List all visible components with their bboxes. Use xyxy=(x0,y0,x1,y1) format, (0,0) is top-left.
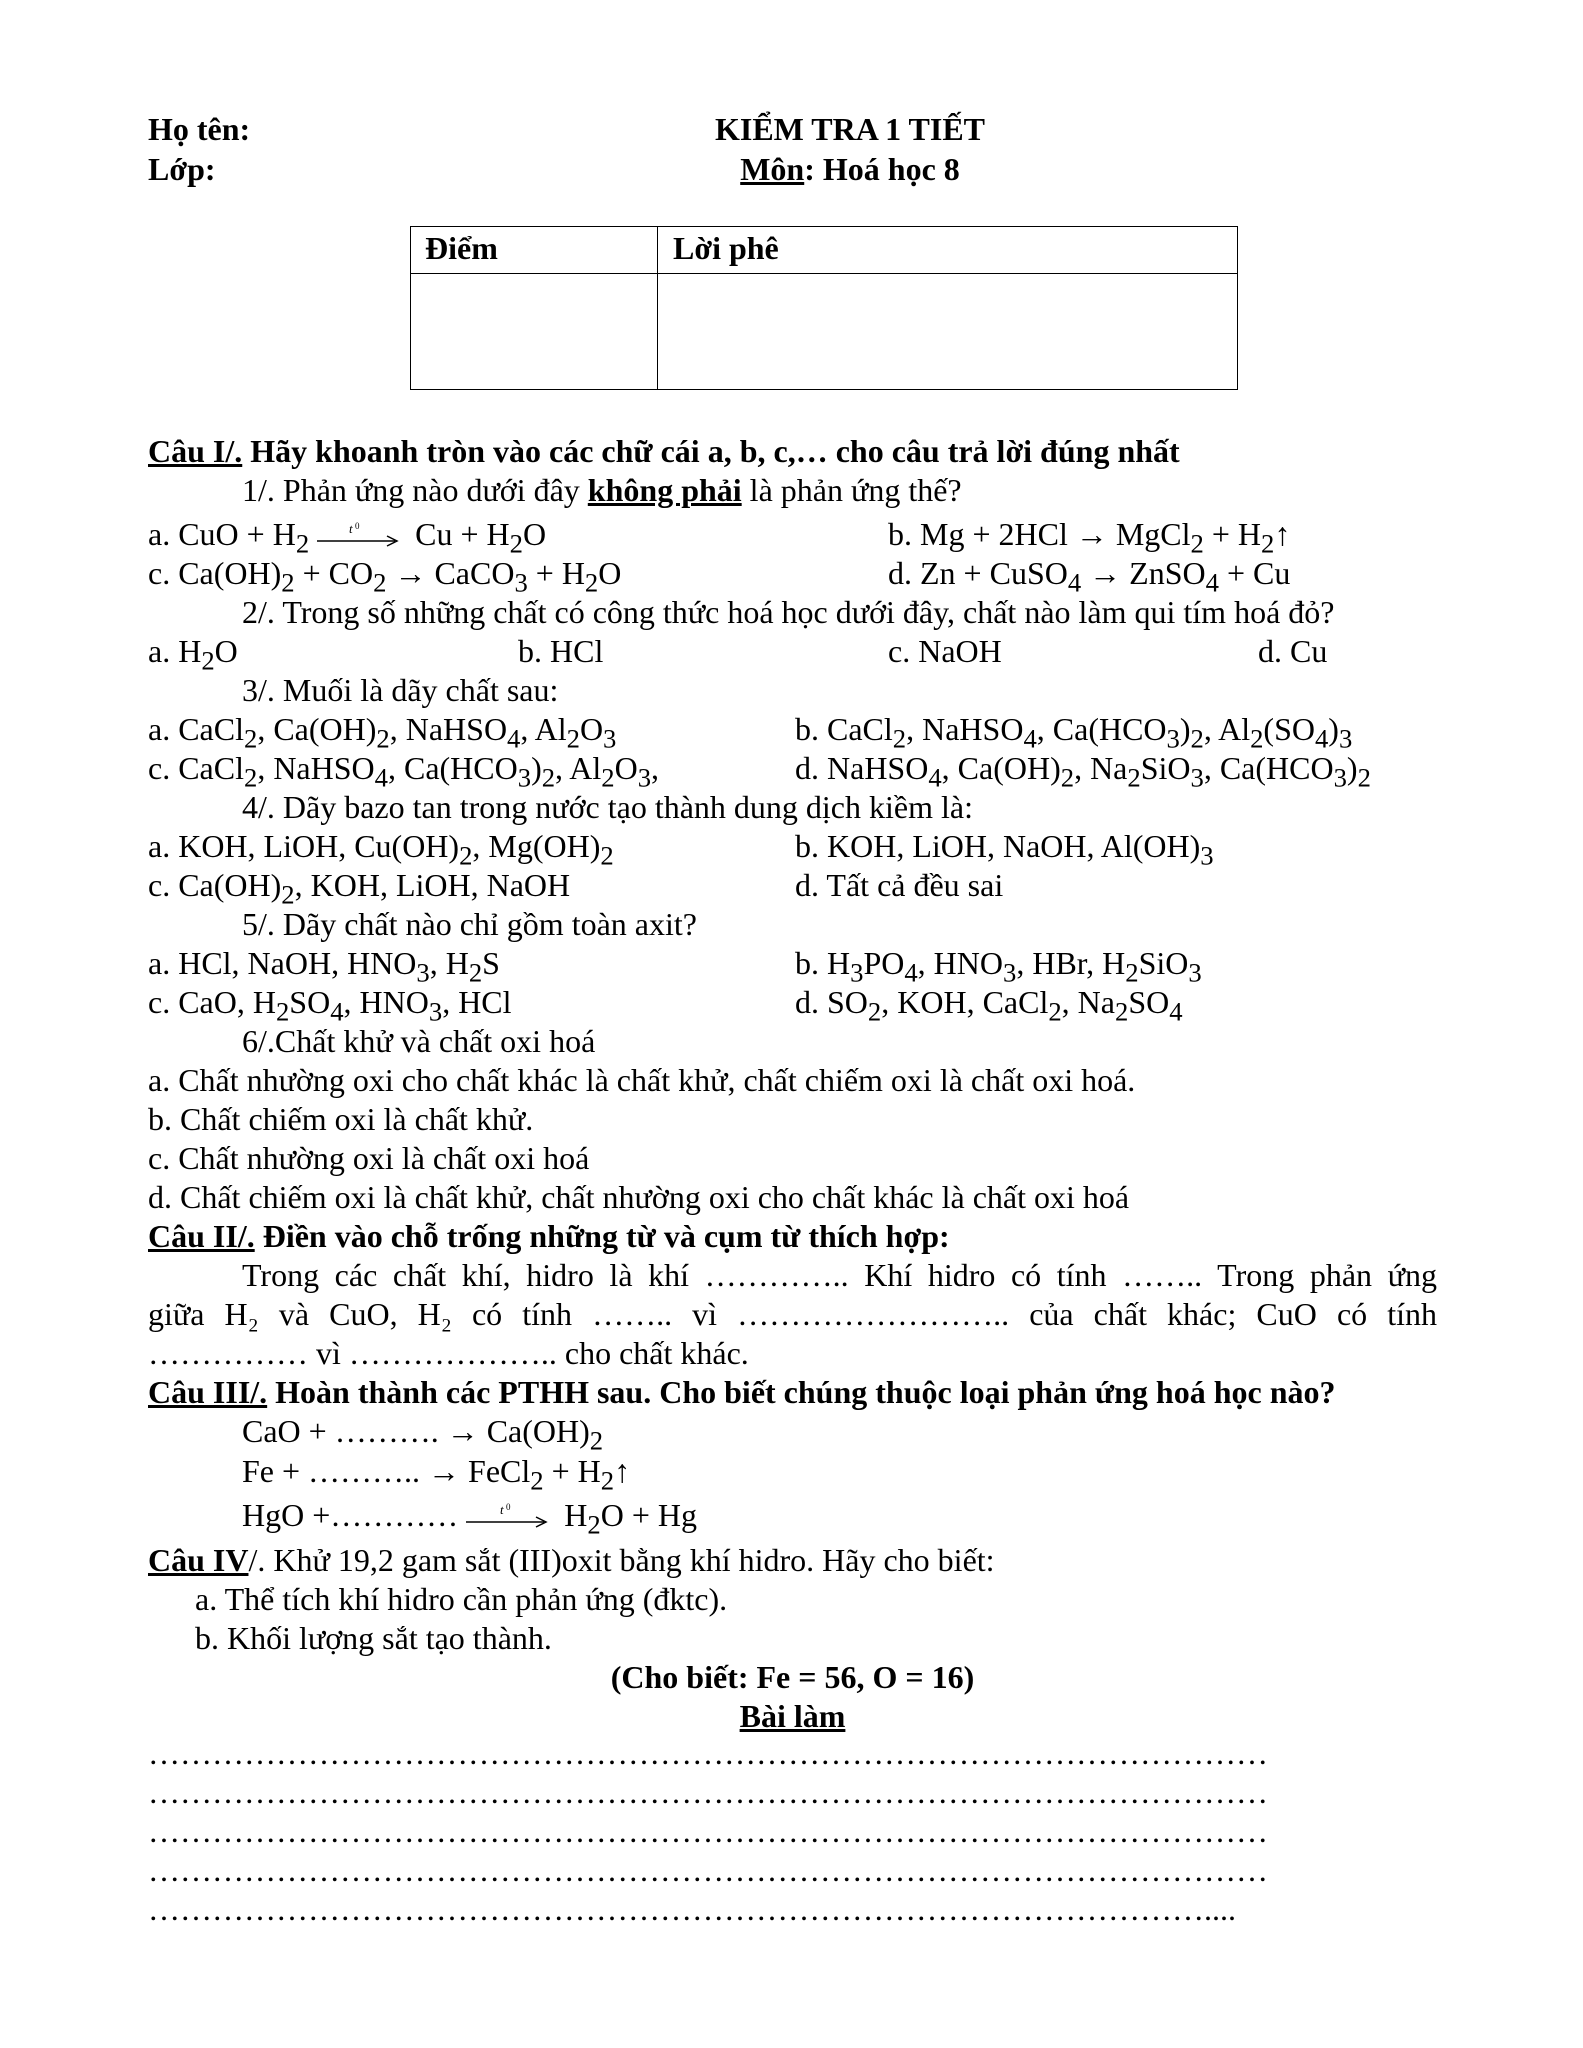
svg-text:0: 0 xyxy=(355,520,360,531)
q4-part-a: a. Thể tích khí hidro cần phản ứng (đktc). xyxy=(195,1581,728,1617)
q1-item4-option-c: c. $Ca(OH)_2$, KOH, LiOH, NaOH xyxy=(148,867,571,910)
answer-line: …………………………………………………………………………………………… xyxy=(148,1735,1268,1771)
answer-line: …………………………………………………………………………………………… xyxy=(148,1774,1268,1810)
score-header: Điểm xyxy=(425,230,498,266)
q1-item3-option-c: c. CaCl$_2$, NaHSO$_4$, $Ca(HCO_3)_2$, $Al_2O_3$, xyxy=(148,750,660,793)
q1-item4-option-a: a. KOH, LiOH, $Cu(OH)_2$, $Mg(OH)_2$ xyxy=(148,828,614,871)
comment-header: Lời phê xyxy=(673,230,779,266)
score-table xyxy=(410,226,1238,390)
q1-item1-option-a: a. CuO + $H_2$ t 0 $Cu + H_2O$ xyxy=(148,516,547,559)
q1-item1-option-d: d. Zn + CuSO$_4$ → ZnSO$_4$ + Cu xyxy=(888,555,1291,598)
q1-item1-option-b: b. Mg + 2HCl → MgCl$_2$ + $H_2↑$ xyxy=(888,516,1291,559)
q3-equation-1: CaO + ………. → $Ca(OH)_2$ xyxy=(242,1413,604,1456)
q1-item2-option-b: b. HCl xyxy=(518,633,604,669)
heat-arrow-icon xyxy=(315,521,401,555)
q1-item6-option-c: c. Chất nhường oxi là chất oxi hoá xyxy=(148,1140,590,1176)
given-values: (Cho biết: Fe = 56, O = 16) xyxy=(610,1659,975,1695)
q1-item3-option-a: a. CaCl$_2$, $Ca(OH)_2$, NaHSO$_4$, $Al_2O_3$ xyxy=(148,711,617,754)
answer-line: ……………………………………………………………………………………….... xyxy=(148,1891,1236,1927)
q1-item5-option-c: c. CaO, $H_2SO_4$, $HNO_3$, HCl xyxy=(148,984,512,1027)
svg-text:t: t xyxy=(349,520,353,536)
q1-item1-option-c: c. $Ca(OH)_2 + CO_2$ → CaCO$_3$ + $H_2O$ xyxy=(148,555,622,598)
class-label: Lớp: xyxy=(148,151,216,187)
q1-item6-option-b: b. Chất chiếm oxi là chất khử. xyxy=(148,1101,534,1137)
q1-item5-question: 5/. Dãy chất nào chỉ gồm toàn axit? xyxy=(242,906,697,942)
q1-heading: Câu I/. Hãy khoanh tròn vào các chữ cái a, b, c,… cho câu trả lời đúng nhất xyxy=(148,433,1180,469)
answer-line: …………………………………………………………………………………………… xyxy=(148,1852,1268,1888)
name-label: Họ tên: xyxy=(148,111,251,147)
q1-item4-option-b: b. KOH, LiOH, NaOH, $Al(OH)_3$ xyxy=(795,828,1214,871)
q1-item2-option-a: a. $H_2O$ xyxy=(148,633,238,676)
q4-heading: Câu IV/. Khử 19,2 gam sắt (III)oxit bằng khí hidro. Hãy cho biết: xyxy=(148,1542,995,1578)
q1-item4-option-d: d. Tất cả đều sai xyxy=(795,867,1004,903)
q1-item2-option-c: c. NaOH xyxy=(888,633,1002,669)
answer-section-title: Bài làm xyxy=(739,1698,846,1734)
q2-heading: Câu II/. Điền vào chỗ trống những từ và cụm từ thích hợp: xyxy=(148,1218,950,1254)
q3-equation-2: Fe + ……….. → FeCl$_2$ + $H_2↑$ xyxy=(242,1453,631,1496)
svg-text:0: 0 xyxy=(506,1501,511,1512)
q1-item3-option-d: d. NaHSO$_4$, $Ca(OH)_2$, $Na_2SiO_3$, $Ca(HCO_3)_2$ xyxy=(795,750,1371,793)
q1-item6-question: 6/.Chất khử và chất oxi hoá xyxy=(242,1023,596,1059)
q4-part-b: b. Khối lượng sắt tạo thành. xyxy=(195,1620,552,1656)
q2-line-2: giữa H₂ và CuO, H₂ có tính …….. vì …………………….. của chất khác; CuO có tính xyxy=(148,1296,1437,1332)
q1-item6-option-d: d. Chất chiếm oxi là chất khử, chất nhường oxi cho chất khác là chất oxi hoá xyxy=(148,1179,1130,1215)
heat-arrow-icon xyxy=(464,1502,550,1536)
q1-item3-option-b: b. CaCl$_2$, NaHSO$_4$, $Ca(HCO_3)_2$, $Al_2(SO_4)_3$ xyxy=(795,711,1353,754)
q1-item6-option-a: a. Chất nhường oxi cho chất khác là chất khử, chất chiếm oxi là chất oxi hoá. xyxy=(148,1062,1136,1098)
q3-equation-3: HgO +………… t 0 $H_2O + Hg$ xyxy=(242,1497,697,1540)
q3-heading: Câu III/. Hoàn thành các PTHH sau. Cho biết chúng thuộc loại phản ứng hoá học nào? xyxy=(148,1374,1336,1410)
subject-line: Môn: Hoá học 8 xyxy=(740,151,960,187)
q1-item4-question: 4/. Dãy bazo tan trong nước tạo thành dung dịch kiềm là: xyxy=(242,789,973,825)
svg-text:t: t xyxy=(500,1501,504,1517)
q1-item1-question: 1/. Phản ứng nào dưới đây không phải là phản ứng thế? xyxy=(242,472,962,508)
exam-title: KIỂM TRA 1 TIẾT xyxy=(714,111,985,147)
q1-item5-option-d: d. $SO_2$, KOH, CaCl$_2$, $Na_2SO_4$ xyxy=(795,984,1183,1027)
q2-line-3: …………… vì ……………….. cho chất khác. xyxy=(148,1335,749,1371)
q1-item3-question: 3/. Muối là dãy chất sau: xyxy=(242,672,559,708)
q1-item5-option-a: a. HCl, NaOH, $HNO_3$, $H_2S$ xyxy=(148,945,500,988)
q2-line-1: Trong các chất khí, hidro là khí ………….. Khí hidro có tính …….. Trong phản ứng xyxy=(242,1257,1437,1293)
q1-item2-question: 2/. Trong số những chất có công thức hoá học dưới đây, chất nào làm qui tím hoá đỏ? xyxy=(242,594,1335,630)
answer-line: …………………………………………………………………………………………… xyxy=(148,1813,1268,1849)
q1-item5-option-b: b. $H_3PO_4$, $HNO_3$, HBr, $H_2SiO_3$ xyxy=(795,945,1202,988)
q1-item2-option-d: d. Cu xyxy=(1258,633,1328,669)
